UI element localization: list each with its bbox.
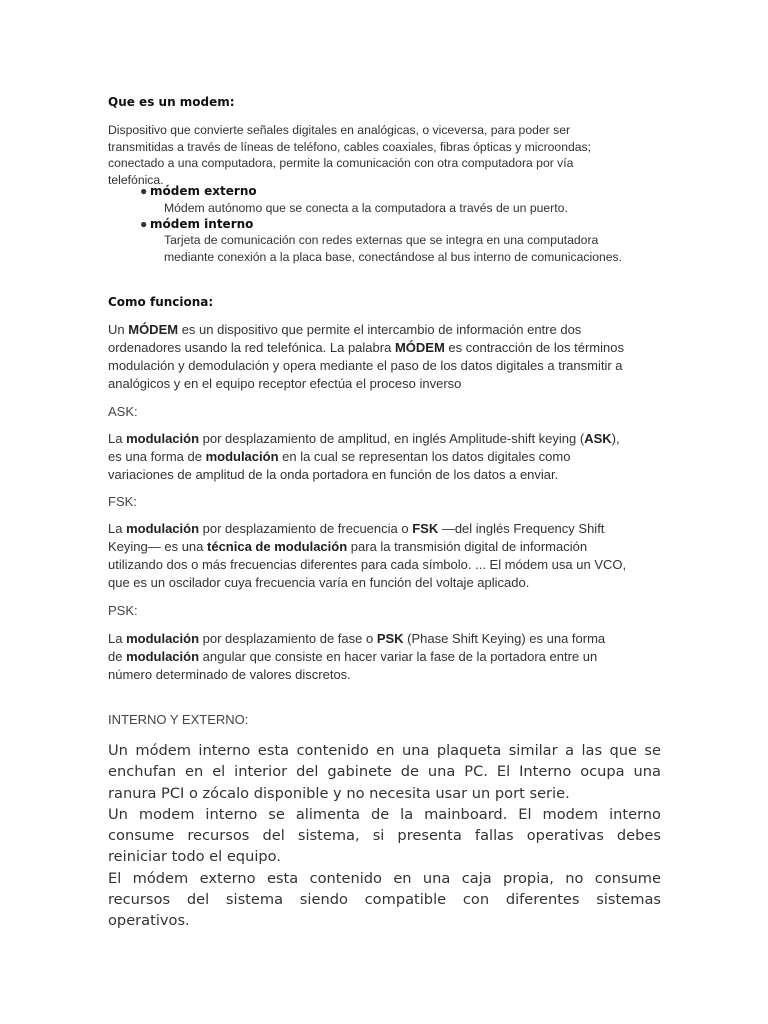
fsk-label: FSK: (108, 494, 137, 509)
text: es una forma de (108, 449, 206, 464)
bold-text: modulación (126, 521, 200, 536)
bold-text: FSK (412, 521, 439, 536)
text: La (108, 521, 127, 536)
text-line (108, 321, 668, 339)
bullet-dot-icon: ● (140, 184, 148, 198)
text: Keying— es una (108, 539, 208, 554)
text-line: variaciones de amplitud de la onda portadora en función de los datos a enviar. (108, 467, 559, 482)
bullet-dot-icon: ● (140, 217, 148, 231)
desc-line: Tarjeta de comunicación con redes externas que se integra en una computadora (164, 233, 599, 247)
text: —del inglés Frequency Shift (438, 521, 605, 536)
text-line: enchufan en el interior del gabinete de una PC. El Interno ocupa una (108, 763, 661, 781)
bold-text: modulación (126, 631, 200, 646)
intro-line: telefónica. (108, 172, 164, 187)
text-line: El módem externo esta contenido en una caja propia, no consume (108, 869, 661, 887)
text-line (108, 630, 668, 648)
text-line: analógicos y en el equipo receptor efectúa el proceso inverso (108, 376, 462, 391)
text-line: modulación y demodulación y opera mediante el paso de los datos digitales a transmitir a (108, 358, 623, 373)
bullet-modem-externo (140, 183, 257, 200)
heading-que-es: Que es un modem: (108, 95, 235, 109)
text-line: número determinado de valores discretos. (108, 667, 351, 682)
text: angular que consiste en hacer variar la fase de la portadora entre un (199, 649, 598, 664)
bullet-desc (164, 232, 704, 265)
text: de (108, 649, 127, 664)
text-line: operativos. (108, 912, 190, 930)
text-line: recursos del sistema siendo compatible con diferentes sistemas (108, 891, 661, 909)
bold-text: MÓDEM (128, 322, 179, 337)
bold-text: modulación (205, 449, 279, 464)
text: Un (108, 322, 129, 337)
text-line: consume recursos del sistema, si presenta fallas operativas debes (108, 827, 661, 845)
text: ordenadores usando la red telefónica. La palabra (108, 340, 395, 355)
bold-text: modulación (126, 649, 200, 664)
text: por desplazamiento de fase o (199, 631, 377, 646)
text-line (108, 339, 668, 357)
text-line (108, 538, 668, 556)
text: La (108, 631, 127, 646)
text: La (108, 431, 127, 446)
heading-como-funciona: Como funciona: (108, 295, 214, 309)
modem-paragraph (108, 321, 668, 393)
text: es un dispositivo que permite el intercambio de información entre dos (178, 322, 582, 337)
text-line: utilizando dos o más frecuencias diferentes para cada símbolo. ... El módem usa un VCO, (108, 557, 627, 572)
text-line: Un módem interno esta contenido en una plaqueta similar a las que se (108, 742, 661, 759)
text-line: que es un oscilador cuya frecuencia varía en función del voltaje aplicado. (108, 575, 530, 590)
desc-line: Módem autónomo que se conecta a la computadora a través de un puerto. (164, 201, 568, 215)
intro-line: Dispositivo que convierte señales digitales en analógicas, o viceversa, para poder ser (108, 123, 571, 137)
bullet-desc (164, 200, 704, 217)
text: es contracción de los términos (444, 340, 624, 355)
intro-paragraph (108, 122, 648, 188)
bullet-modem-interno (140, 216, 253, 233)
psk-label: PSK: (108, 603, 138, 618)
text-line: reiniciar todo el equipo. (108, 848, 281, 866)
interno-externo-label: INTERNO Y EXTERNO: (108, 712, 249, 727)
text: por desplazamiento de frecuencia o (199, 521, 413, 536)
text: por desplazamiento de amplitud, en inglés Amplitude-shift keying ( (199, 431, 585, 446)
text: en la cual se representan los datos digitales como (278, 449, 571, 464)
ask-label: ASK: (108, 404, 138, 419)
text-line: ranura PCI o zócalo disponible y no necesita usar un port serie. (108, 784, 570, 802)
text: ), (611, 431, 620, 446)
text-line (108, 448, 668, 466)
psk-paragraph (108, 630, 668, 684)
bold-text: PSK (376, 631, 404, 646)
bold-text: modulación (126, 431, 200, 446)
text-line (108, 648, 668, 666)
bullet-title: módem interno (150, 217, 254, 231)
text: (Phase Shift Keying) es una forma (403, 631, 606, 646)
bold-text: MÓDEM (394, 340, 445, 355)
ask-paragraph (108, 430, 668, 484)
text-line: Un modem interno se alimenta de la mainboard. El modem interno (108, 805, 661, 823)
bold-text: ASK (584, 431, 612, 446)
intro-line: conectado a una computadora, permite la comunicación con otra computadora por vía (108, 156, 574, 170)
bold-text: técnica de modulación (207, 539, 348, 554)
text-line (108, 520, 668, 538)
bullet-title: módem externo (150, 184, 257, 198)
intro-line: transmitidas a través de líneas de teléfono, cables coaxiales, fibras ópticas y microondas; (108, 139, 592, 154)
text: para la transmisión digital de información (347, 539, 588, 554)
interno-paragraph (108, 740, 661, 932)
fsk-paragraph (108, 520, 668, 592)
desc-line: mediante conexión a la placa base, conectándose al bus interno de comunicaciones. (164, 249, 623, 264)
text-line (108, 430, 668, 448)
